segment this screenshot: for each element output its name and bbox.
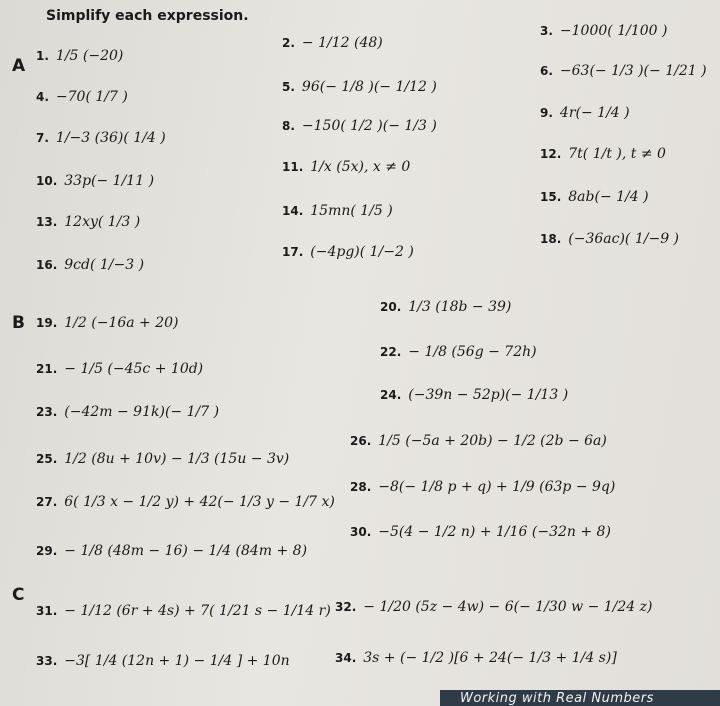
problem-6: 6. −63(− 1/3 )(− 1/21 ) xyxy=(540,63,707,79)
problem-28: 28. −8(− 1/8 p + q) + 1/9 (63p − 9q) xyxy=(350,479,616,495)
problem-5: 5. 96(− 1/8 )(− 1/12 ) xyxy=(282,79,437,95)
problem-25: 25. 1/2 (8u + 10v) − 1/3 (15u − 3v) xyxy=(36,451,290,467)
footer-banner xyxy=(440,690,720,706)
problem-19: 19. 1/2 (−16a + 20) xyxy=(36,315,179,331)
footer-title: Working with Real Numbers xyxy=(460,691,654,706)
problem-3: 3. −1000( 1/100 ) xyxy=(540,23,668,39)
problem-26: 26. 1/5 (−5a + 20b) − 1/2 (2b − 6a) xyxy=(350,433,607,449)
section-a-label: A xyxy=(12,56,26,76)
problem-24: 24. (−39n − 52p)(− 1/13 ) xyxy=(380,387,569,403)
problem-27: 27. 6( 1/3 x − 1/2 y) + 42(− 1/3 y − 1/7 x) xyxy=(36,494,335,510)
instructions-heading: Simplify each expression. xyxy=(46,8,249,24)
problem-7: 7. 1/−3 (36)( 1/4 ) xyxy=(36,130,166,146)
problem-32: 32. − 1/20 (5z − 4w) − 6(− 1/30 w − 1/24 z) xyxy=(335,599,653,615)
problem-8: 8. −150( 1/2 )(− 1/3 ) xyxy=(282,118,437,134)
problem-13: 13. 12xy( 1/3 ) xyxy=(36,214,141,230)
problem-33: 33. −3[ 1/4 (12n + 1) − 1/4 ] + 10n xyxy=(36,653,290,669)
problem-34: 34. 3s + (− 1/2 )[6 + 24(− 1/3 + 1/4 s)] xyxy=(335,650,617,666)
problem-10: 10. 33p(− 1/11 ) xyxy=(36,173,155,189)
problem-17: 17. (−4pg)( 1/−2 ) xyxy=(282,244,414,260)
problem-20: 20. 1/3 (18b − 39) xyxy=(380,299,512,315)
problem-12: 12. 7t( 1/t ), t ≠ 0 xyxy=(540,146,666,162)
problem-9: 9. 4r(− 1/4 ) xyxy=(540,105,630,121)
problem-30: 30. −5(4 − 1/2 n) + 1/16 (−32n + 8) xyxy=(350,524,611,540)
problem-2: 2. − 1/12 (48) xyxy=(282,35,383,51)
section-c-label: C xyxy=(12,585,25,605)
problem-31: 31. − 1/12 (6r + 4s) + 7( 1/21 s − 1/14 r) xyxy=(36,603,331,619)
problem-18: 18. (−36ac)( 1/−9 ) xyxy=(540,231,680,247)
problem-4: 4. −70( 1/7 ) xyxy=(36,89,128,105)
problem-16: 16. 9cd( 1/−3 ) xyxy=(36,257,145,273)
problem-11: 11. 1/x (5x), x ≠ 0 xyxy=(282,159,411,175)
problem-15: 15. 8ab(− 1/4 ) xyxy=(540,189,649,205)
problem-21: 21. − 1/5 (−45c + 10d) xyxy=(36,361,204,377)
problem-29: 29. − 1/8 (48m − 16) − 1/4 (84m + 8) xyxy=(36,543,308,559)
problem-14: 14. 15mn( 1/5 ) xyxy=(282,203,393,219)
problem-1: 1. 1/5 (−20) xyxy=(36,48,124,64)
section-b-label: B xyxy=(12,313,25,333)
problem-22: 22. − 1/8 (56g − 72h) xyxy=(380,344,537,360)
problem-23: 23. (−42m − 91k)(− 1/7 ) xyxy=(36,404,220,420)
